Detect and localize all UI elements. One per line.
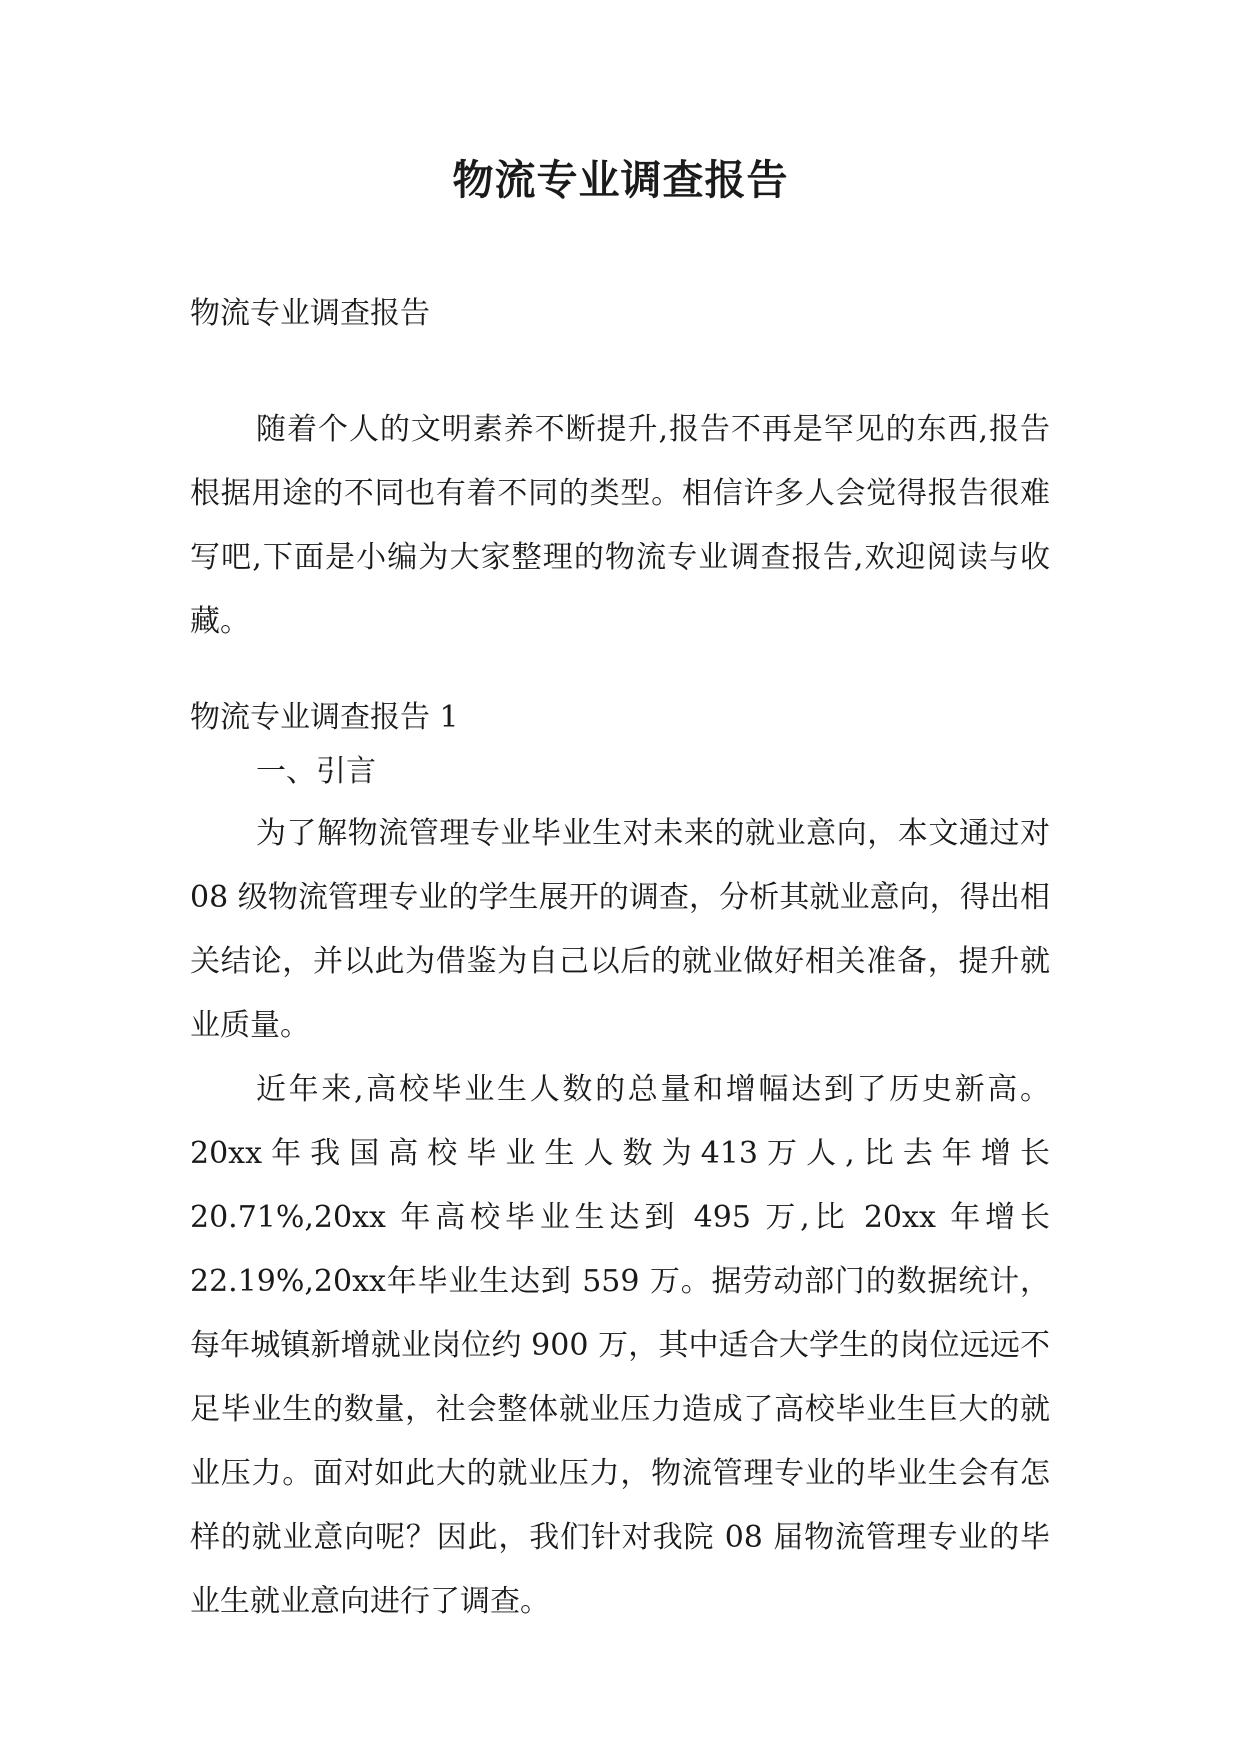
document-subtitle: 物流专业调查报告 [190, 296, 430, 331]
body-paragraph-2: 近年来,高校毕业生人数的总量和增幅达到了历史新高。20xx年我国高校毕业生人数为413万人,比去年增长20.71%,20xx 年高校毕业生达到 495 万,比 20xx 年增长 22.19%,20xx年毕业生达到 559 万。据劳动部门的数据统计，每年城镇新增就业岗位约 900 万，其中适合大学生的岗位远远不足毕业生的数量，社会整体就业压力造成了高校毕业生巨大的就业压力。面对如此大的就业压力，物流管理专业的毕业生会有怎样的就业意向呢？因此，我们针对我院 08 届物流管理专业的毕业生就业意向进行了调查。 [190, 1072, 1050, 1619]
section-title: 物流专业调查报告 1 [190, 700, 459, 735]
document-title: 物流专业调查报告 [452, 156, 789, 204]
section-heading: 一、引言 [256, 754, 376, 789]
body-paragraph-1: 为了解物流管理专业毕业生对未来的就业意向，本文通过对 08 级物流管理专业的学生展开的调查，分析其就业意向，得出相关结论，并以此为借鉴为自己以后的就业做好相关准备，提升就业质量。 [190, 816, 1050, 1043]
intro-paragraph: 随着个人的文明素养不断提升,报告不再是罕见的东西,报告根据用途的不同也有着不同的类型。相信许多人会觉得报告很难写吧,下面是小编为大家整理的物流专业调查报告,欢迎阅读与收藏。 [190, 412, 1050, 639]
